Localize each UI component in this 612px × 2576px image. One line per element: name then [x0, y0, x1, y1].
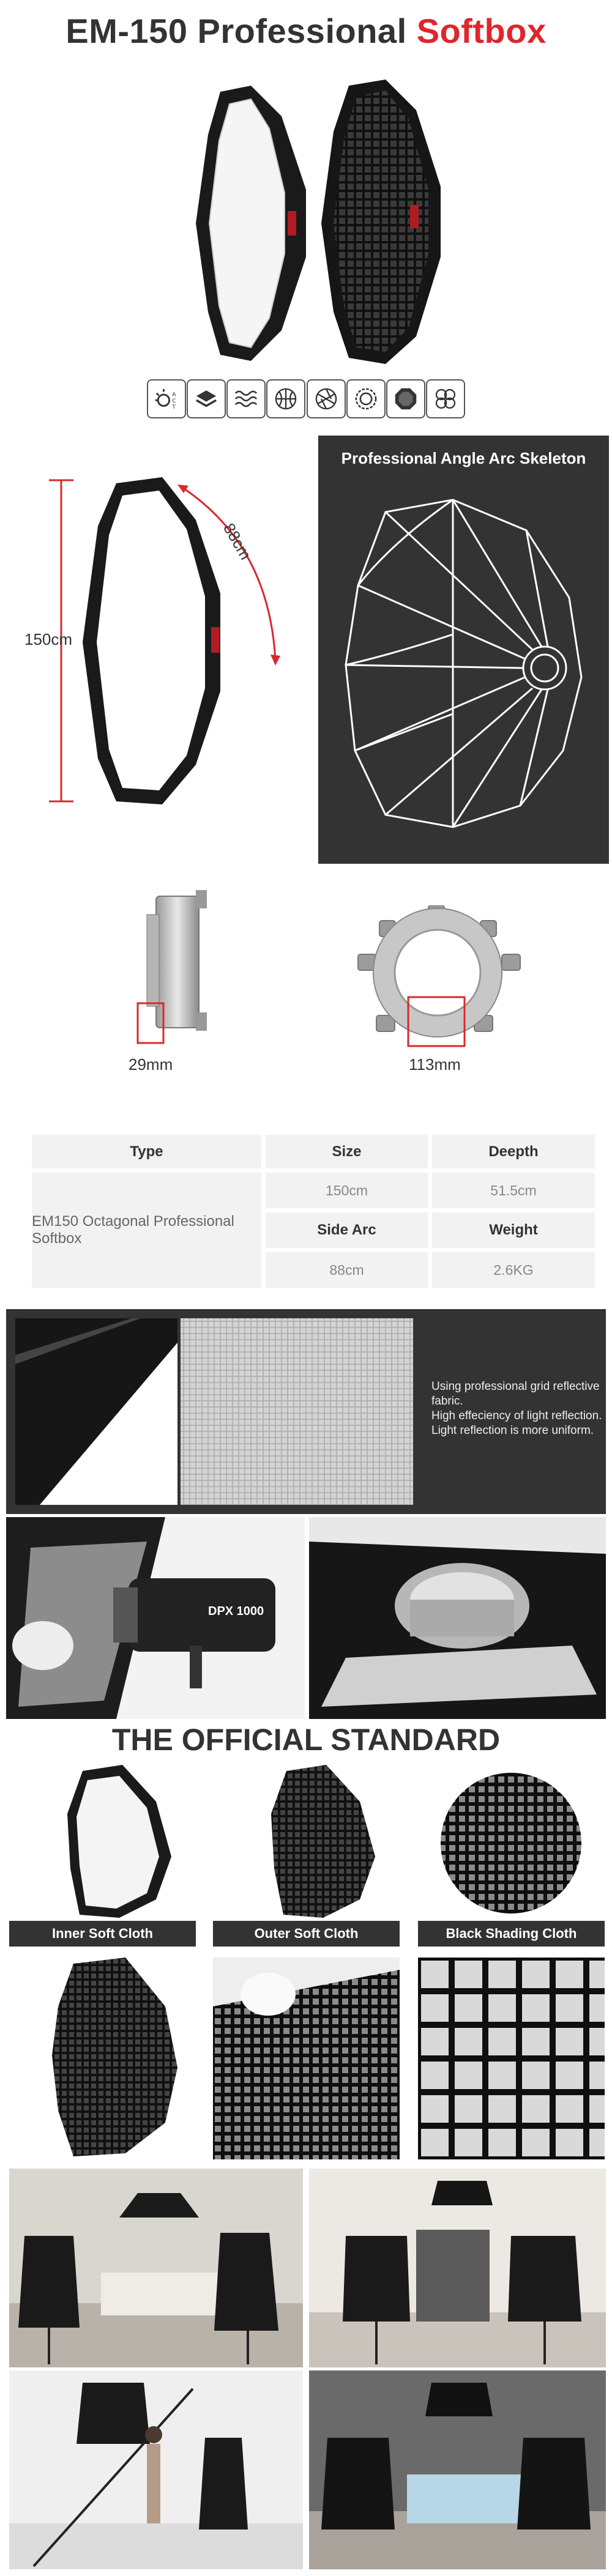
studio-scene-bedroom-3 — [309, 2370, 606, 2569]
weight-header: Weight — [432, 1212, 595, 1248]
height-label: 150cm — [24, 630, 73, 648]
basketball-icon — [266, 379, 305, 418]
flash-mount-photo — [6, 1517, 305, 1719]
outer-cloth-image — [213, 1765, 400, 1921]
caption-shading: Black Shading Cloth — [418, 1921, 605, 1947]
arc-label: 88cm — [220, 520, 255, 563]
depth-header: Deepth — [432, 1135, 595, 1168]
studio-scene-bedroom-1 — [9, 2169, 303, 2367]
octagon-icon — [386, 379, 425, 418]
skeleton-wireframe — [330, 494, 600, 836]
fabric-line: Light reflection is more uniform. — [431, 1424, 594, 1437]
aperture-icon — [307, 379, 346, 418]
fabric-line: High effeciency of light reflection. — [431, 1409, 602, 1422]
gear-ring-icon — [346, 379, 386, 418]
fabric-description — [431, 1379, 603, 1438]
skeleton-panel — [318, 436, 609, 864]
hero-softbox-image — [184, 80, 453, 367]
grid-closeup-image — [418, 1958, 605, 2159]
studio-scene-portrait — [9, 2370, 303, 2569]
caption-outer: Outer Soft Cloth — [213, 1921, 400, 1947]
black-shading-image — [418, 1765, 605, 1921]
svg-text:T: T — [172, 404, 176, 411]
svg-text:A: A — [172, 391, 176, 398]
act-icon — [147, 379, 186, 418]
feature-icon-row — [147, 379, 465, 422]
spec-table — [32, 1135, 595, 1288]
waves-icon — [226, 379, 266, 418]
grid-softbox-image — [9, 1958, 196, 2159]
fabric-texture-image — [181, 1318, 413, 1505]
page-title — [0, 11, 612, 51]
size-header: Size — [266, 1135, 428, 1168]
fabric-line: Using professional grid reflective — [431, 1380, 600, 1393]
svg-text:C: C — [172, 397, 176, 404]
standard-title: THE OFFICIAL STANDARD — [111, 1723, 501, 1757]
fabric-band — [6, 1309, 606, 1514]
studio-scene-bedroom-2 — [309, 2169, 606, 2367]
type-header: Type — [32, 1135, 261, 1168]
ring-depth-label: 29mm — [129, 1055, 173, 1074]
clover-icon — [426, 379, 465, 418]
title-main: EM-150 Professional — [65, 12, 407, 50]
type-value: EM150 Octagonal Professional Softbox — [32, 1173, 261, 1288]
skeleton-panel-title: Professional Angle Arc Skeleton — [341, 449, 586, 467]
side-arc-header: Side Arc — [266, 1212, 428, 1248]
inner-cloth-image — [9, 1765, 196, 1921]
ring-front-view — [352, 905, 529, 1052]
depth-value: 51.5cm — [432, 1173, 595, 1208]
title-accent: Softbox — [416, 12, 547, 50]
flash-model-label: DPX 1000 — [208, 1605, 264, 1618]
ring-side-view — [119, 890, 217, 1046]
caption-inner: Inner Soft Cloth — [9, 1921, 196, 1947]
weight-value: 2.6KG — [432, 1252, 595, 1288]
speedring-closeup-photo — [309, 1517, 606, 1719]
fabric-line: fabric. — [431, 1395, 463, 1408]
size-value: 150cm — [266, 1173, 428, 1208]
ring-diameter-label: 113mm — [409, 1055, 461, 1074]
side-arc-value: 88cm — [266, 1252, 428, 1288]
layers-icon — [187, 379, 226, 418]
grid-install-image — [213, 1958, 400, 2159]
fabric-corner-image — [15, 1318, 177, 1505]
